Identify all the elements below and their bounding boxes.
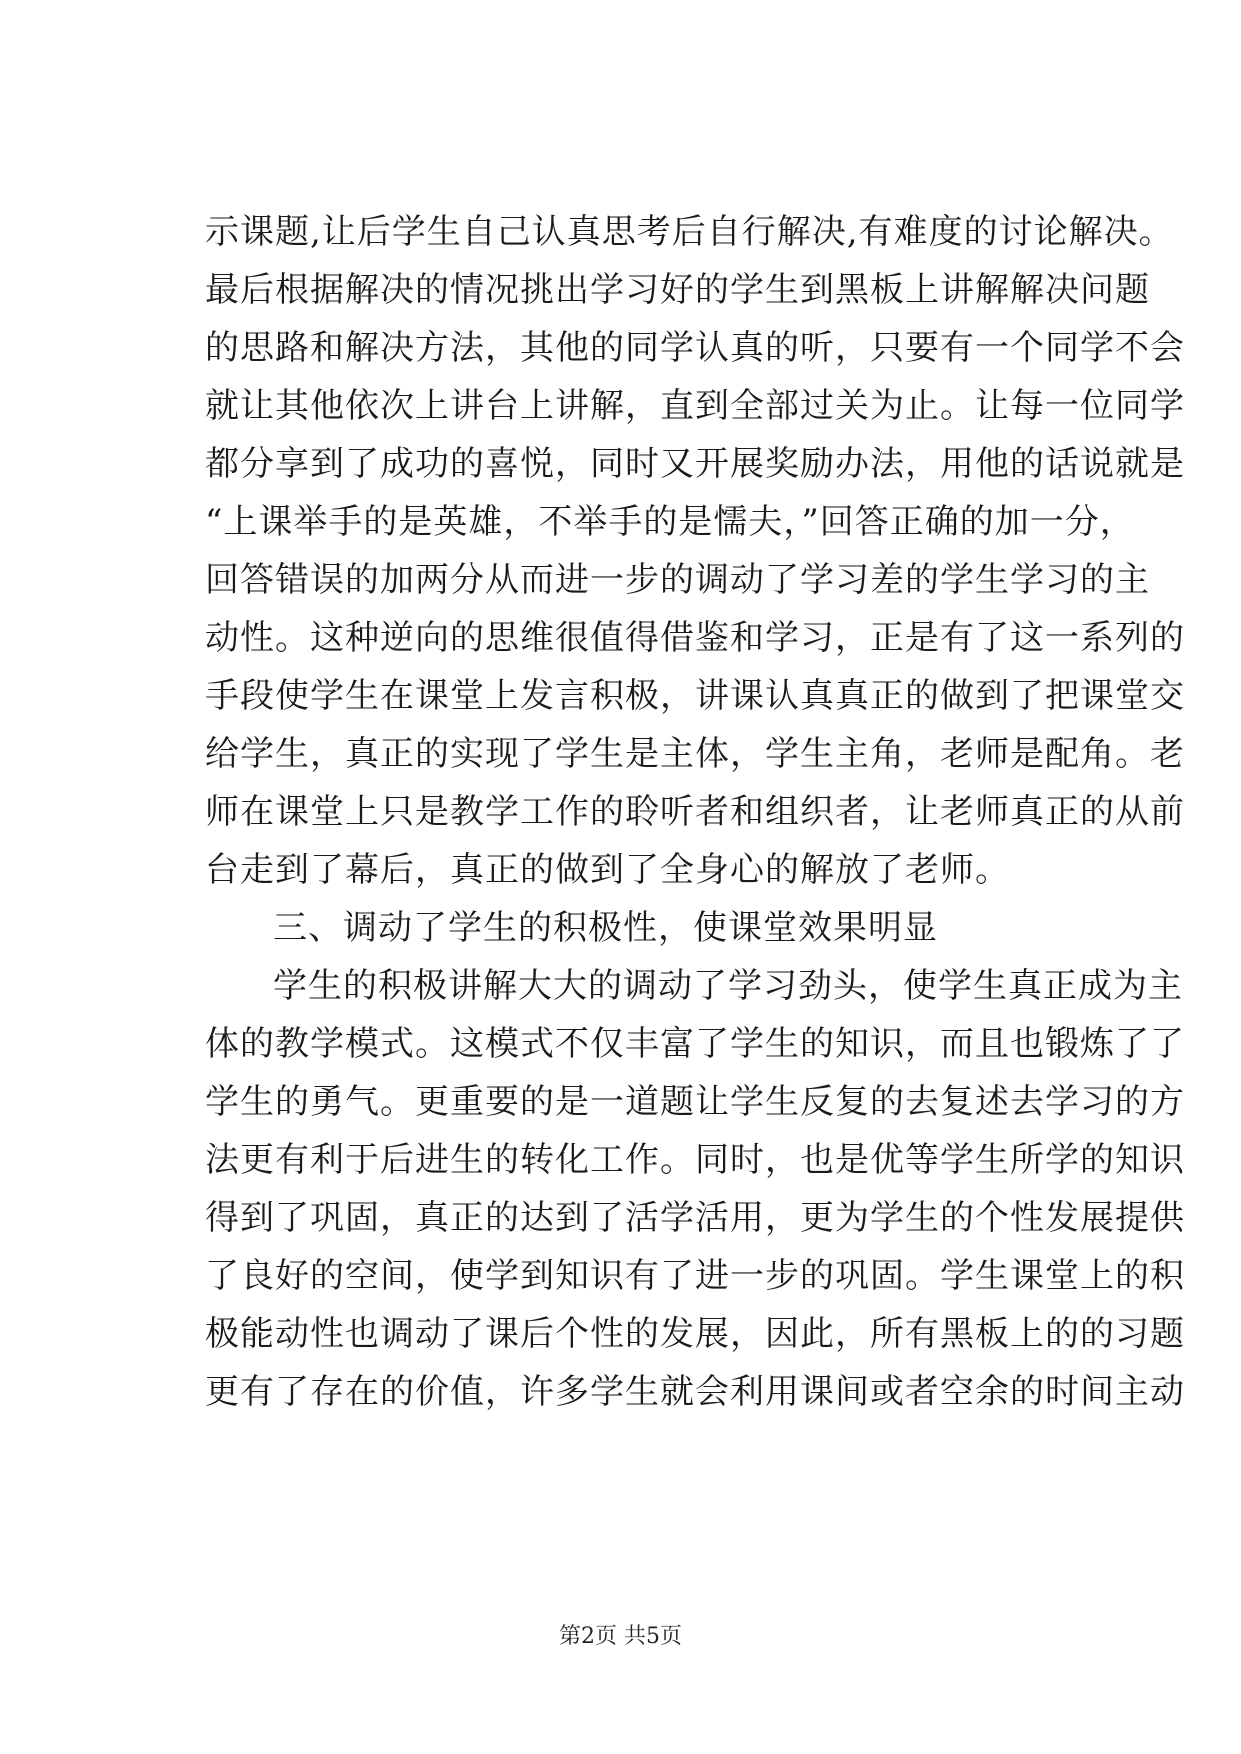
text-line: 学生的积极讲解大大的调动了学习劲头，使学生真正成为主: [273, 966, 1183, 1006]
text-line: 示课题,让后学生自己认真思考后自行解决,有难度的讨论解决。: [205, 212, 1174, 252]
text-line: 回答错误的加两分从而进一步的调动了学习差的学生学习的主: [205, 560, 1150, 600]
text-line: 台走到了幕后，真正的做到了全身心的解放了老师。: [205, 850, 1010, 890]
text-line: 学生的勇气。更重要的是一道题让学生反复的去复述去学习的方: [205, 1082, 1185, 1122]
text-line: 动性。这种逆向的思维很值得借鉴和学习，正是有了这一系列的: [205, 618, 1185, 658]
text-line: 师在课堂上只是教学工作的聆听者和组织者，让老师真正的从前: [205, 792, 1185, 832]
text-line: 手段使学生在课堂上发言积极，讲课认真真正的做到了把课堂交: [205, 676, 1185, 716]
text-line: 了良好的空间，使学到知识有了进一步的巩固。学生课堂上的积: [205, 1256, 1185, 1296]
text-line: 都分享到了成功的喜悦，同时又开展奖励办法，用他的话说就是: [205, 444, 1185, 484]
page-number-footer: 第2页 共5页: [559, 1624, 682, 1649]
text-line: 的思路和解决方法，其他的同学认真的听，只要有一个同学不会: [205, 328, 1185, 368]
text-line: 体的教学模式。这模式不仅丰富了学生的知识，而且也锻炼了了: [205, 1024, 1185, 1064]
text-line: 得到了巩固，真正的达到了活学活用，更为学生的个性发展提供: [205, 1198, 1185, 1238]
text-line: 给学生，真正的实现了学生是主体，学生主角，老师是配角。老: [205, 734, 1185, 774]
text-line: 极能动性也调动了课后个性的发展，因此，所有黑板上的的习题: [205, 1314, 1185, 1354]
text-line: 最后根据解决的情况挑出学习好的学生到黑板上讲解解决问题: [205, 270, 1150, 310]
text-line: “上课举手的是英雄，不举手的是懦夫，”回答正确的加一分，: [205, 502, 1135, 542]
text-line: 法更有利于后进生的转化工作。同时，也是优等学生所学的知识: [205, 1140, 1185, 1180]
section-heading: 三、调动了学生的积极性，使课堂效果明显: [273, 908, 938, 948]
text-line: 就让其他依次上讲台上讲解，直到全部过关为止。让每一位同学: [205, 386, 1185, 426]
text-line: 更有了存在的价值，许多学生就会利用课间或者空余的时间主动: [205, 1372, 1185, 1412]
